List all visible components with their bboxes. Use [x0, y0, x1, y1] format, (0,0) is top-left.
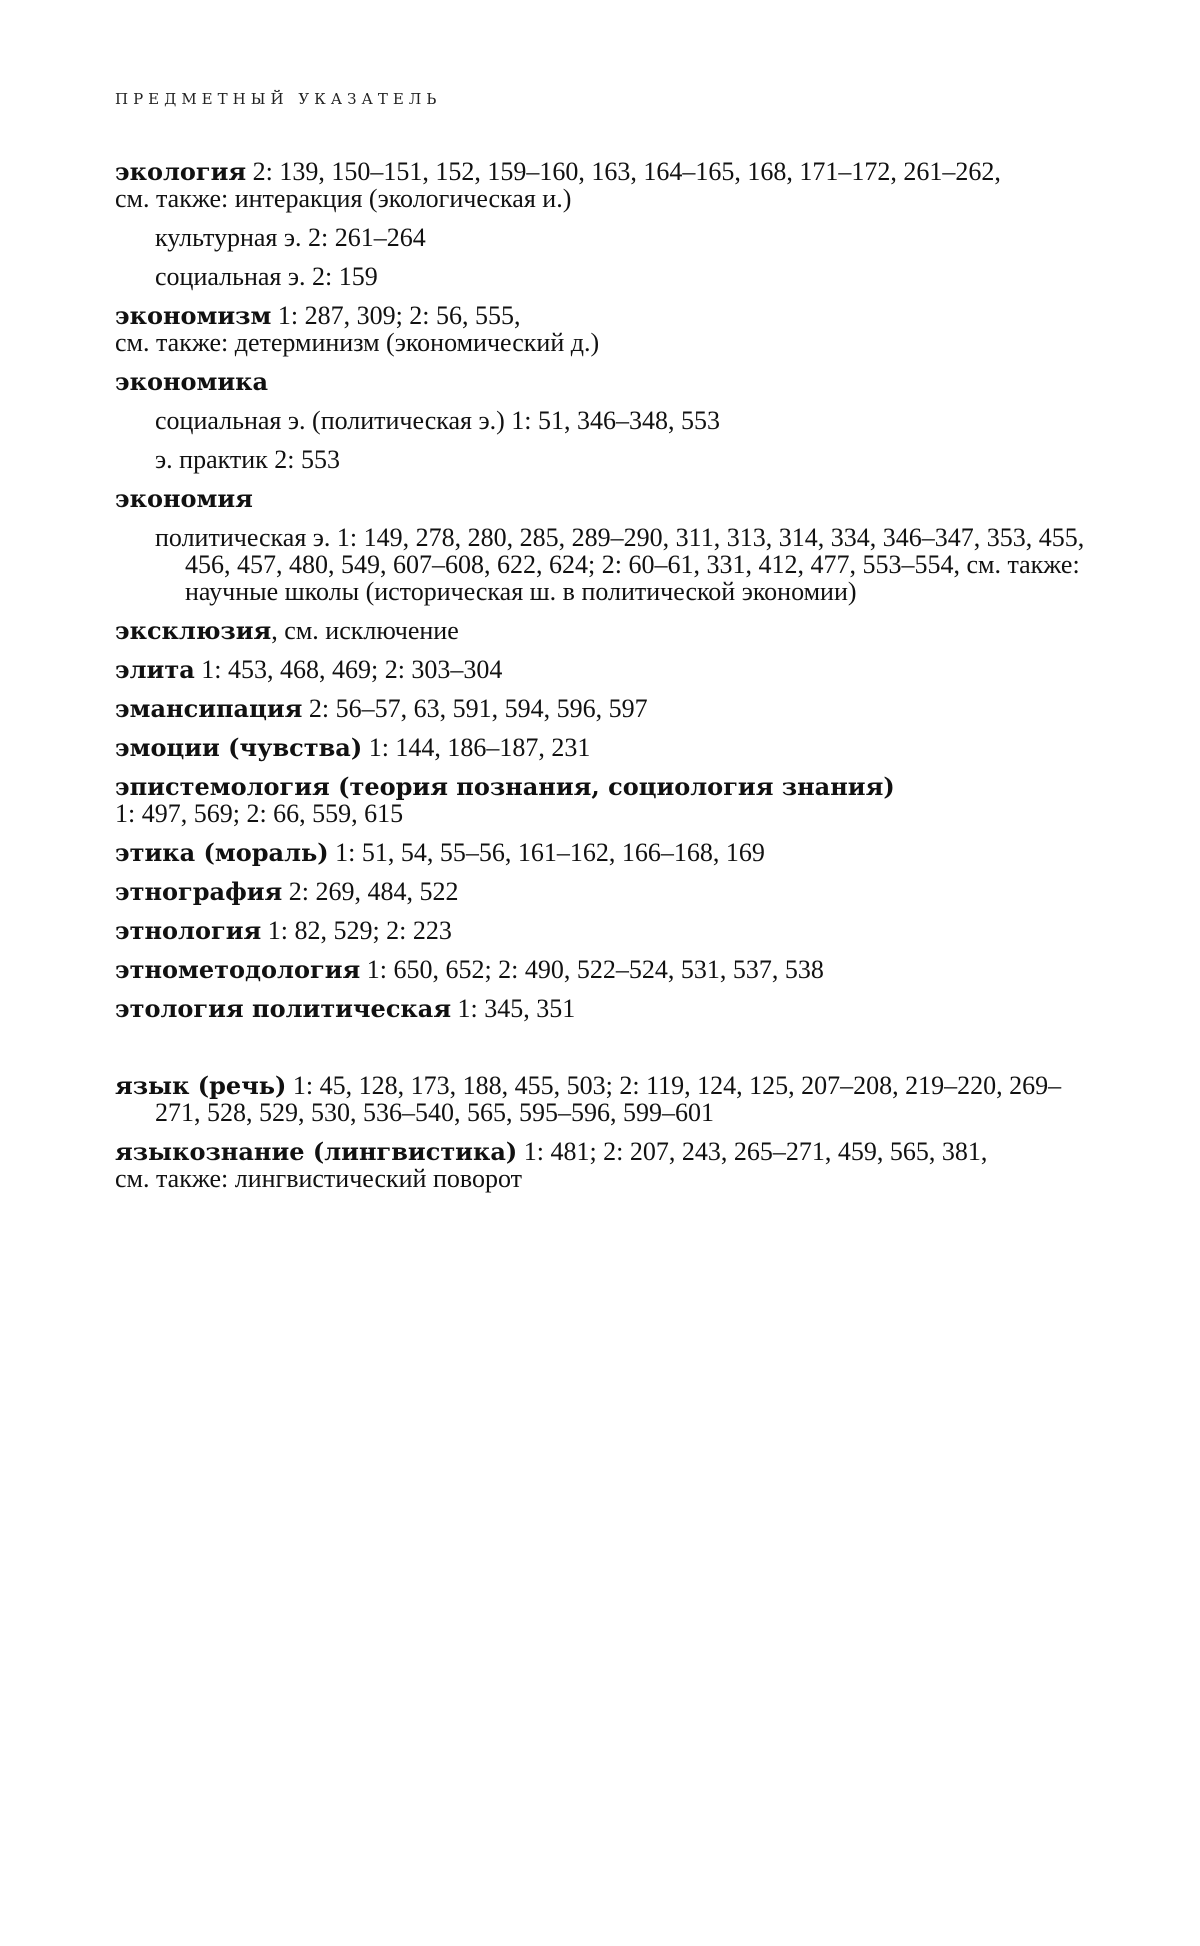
index-entry: [115, 956, 1105, 983]
index-group-ya: [115, 1072, 1105, 1192]
index-term: экономика: [115, 367, 269, 396]
page-locators: 1: 144, 186–187, 231: [362, 733, 591, 762]
index-entry: [115, 773, 1105, 827]
subject-index: [115, 158, 1105, 1204]
index-term: эмансипация: [115, 694, 303, 723]
index-entry: [115, 839, 1105, 866]
index-term: языкознание (лингвистика): [115, 1137, 518, 1166]
index-term: экология: [115, 157, 247, 186]
entry-continuation: 1: 497, 569; 2: 66, 559, 615: [115, 799, 404, 828]
index-entry: [115, 734, 1105, 761]
index-entry: [115, 302, 1105, 356]
index-entry: [115, 485, 1105, 605]
page-locators: 2: 139, 150–151, 152, 159–160, 163, 164–165, 168, 171–172, 261–262,: [246, 157, 1001, 186]
index-term: этнометодология: [115, 955, 361, 984]
index-entry: [115, 995, 1105, 1022]
index-term: этология политическая: [115, 994, 452, 1023]
index-term: элита: [115, 655, 195, 684]
page-locators: 1: 453, 468, 469; 2: 303–304: [194, 655, 503, 684]
index-entry: [115, 1138, 1105, 1192]
entry-continuation: см. также: детерминизм (экономический д.): [115, 328, 600, 357]
index-term: этика (мораль): [115, 838, 329, 867]
page-locators: , см. исключение: [271, 616, 459, 645]
page-locators: 1: 45, 128, 173, 188, 455, 503; 2: 119, 124, 125, 207–208, 219–220, 269–271, 528, 529, 530, 536–540, 565, 595–596, 599–601: [155, 1071, 1062, 1127]
index-entry: [115, 158, 1105, 290]
page-locators: 1: 287, 309; 2: 56, 555,: [271, 301, 521, 330]
index-subentry: социальная э. 2: 159: [155, 262, 378, 291]
index-group-e: [115, 158, 1105, 1022]
index-subentry: политическая э. 1: 149, 278, 280, 285, 289–290, 311, 313, 314, 334, 346–347, 353, 455, 456, 457, 480, 549, 607–608, 622, 624; 2: 60–61, 331, 412, 477, 553–554, см. также: научные школы (историческая ш. в политической экономии): [155, 523, 1085, 606]
index-subentry: э. практик 2: 553: [155, 445, 341, 474]
index-entry: [115, 1072, 1105, 1126]
index-term: экономизм: [115, 301, 272, 330]
page-locators: 2: 269, 484, 522: [282, 877, 459, 906]
index-entry: [115, 878, 1105, 905]
index-term: эксклюзия: [115, 616, 272, 645]
index-entry: [115, 917, 1105, 944]
page-locators: 1: 481; 2: 207, 243, 265–271, 459, 565, 381,: [517, 1137, 988, 1166]
index-term: этнография: [115, 877, 283, 906]
entry-continuation: см. также: интеракция (экологическая и.): [115, 184, 572, 213]
page-locators: 2: 56–57, 63, 591, 594, 596, 597: [302, 694, 648, 723]
running-head: ПРЕДМЕТНЫЙ УКАЗАТЕЛЬ: [115, 90, 442, 108]
index-entry: [115, 656, 1105, 683]
index-entry: [115, 368, 1105, 473]
index-term: эпистемология (теория познания, социология знания): [115, 772, 895, 801]
page-locators: 1: 82, 529; 2: 223: [261, 916, 452, 945]
page-locators: 1: 345, 351: [451, 994, 576, 1023]
index-term: экономия: [115, 484, 253, 513]
index-term: эмоции (чувства): [115, 733, 363, 762]
group-separator: [115, 1034, 1105, 1072]
index-term: этнология: [115, 916, 262, 945]
index-term: язык (речь): [115, 1071, 287, 1100]
index-subentry: культурная э. 2: 261–264: [155, 223, 426, 252]
index-subentry: социальная э. (политическая э.) 1: 51, 346–348, 553: [155, 406, 721, 435]
page-locators: 1: 650, 652; 2: 490, 522–524, 531, 537, 538: [360, 955, 824, 984]
index-entry: [115, 617, 1105, 644]
index-entry: [115, 695, 1105, 722]
page-locators: 1: 51, 54, 55–56, 161–162, 166–168, 169: [328, 838, 765, 867]
entry-continuation: см. также: лингвистический поворот: [115, 1164, 522, 1193]
